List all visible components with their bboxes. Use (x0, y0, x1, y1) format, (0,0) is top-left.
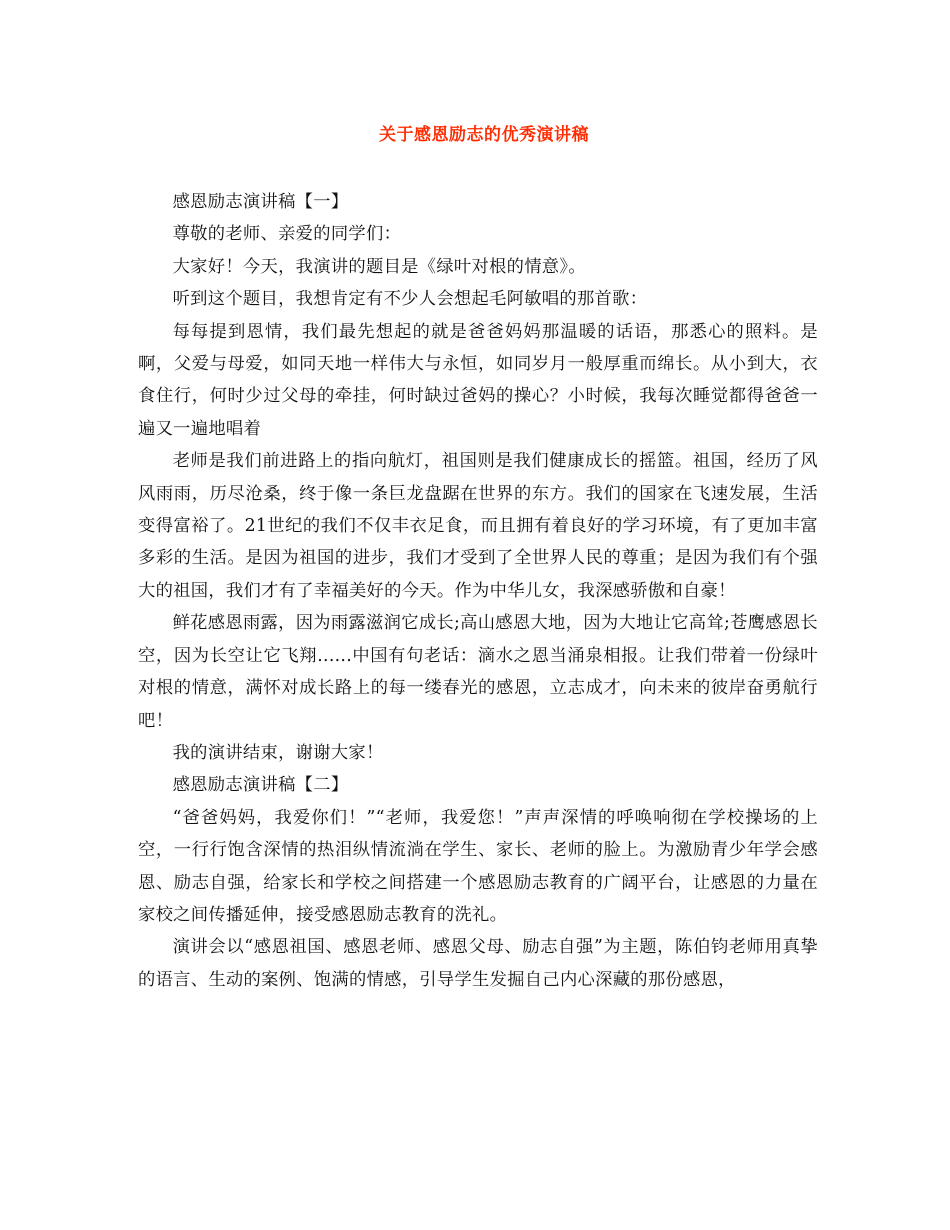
document-body (138, 186, 818, 996)
section-heading-one: 感恩励志演讲稿【一】 (172, 192, 349, 212)
event-paragraph: “爸爸妈妈，我爱你们！”“老师，我爱您！”声声深情的呼唤响彻在学校操场的上空，一行行饱含深情的热泪纵情流淌在学生、家长、老师的脸上。为激励青少年学会感恩、励志自强，给家长和学校之间搭建一个感恩励志教育的广阔平台，让感恩的力量在家校之间传播延伸，接受感恩励志教育的洗礼。 (138, 807, 818, 925)
salutation: 尊敬的老师、亲爱的同学们： (172, 224, 402, 245)
topic-paragraph: 听到这个题目，我想肯定有不少人会想起毛阿敏唱的那首歌： (172, 289, 648, 310)
parents-paragraph: 每每提到恩情，我们最先想起的就是爸爸妈妈那温暖的话语，那悉心的照料。是啊，父爱与母爱，如同天地一样伟大与永恒，如同岁月一般厚重而绵长。从小到大，衣食住行，何时少过父母的牵挂，何时缺过爸妈的操心？小时候，我每次睡觉都得爸爸一遍又一遍地唱着 (138, 321, 818, 439)
gratitude-paragraph: 鲜花感恩雨露，因为雨露滋润它成长;高山感恩大地，因为大地让它高耸;苍鹰感恩长空，因为长空让它飞翔......中国有句老话：滴水之恩当涌泉相报。让我们带着一份绿叶对根的情意，满怀对成长路上的每一缕春光的感恩，立志成才，向未来的彼岸奋勇航行吧！ (138, 613, 818, 731)
greeting-paragraph: 大家好！今天，我演讲的题目是《绿叶对根的情意》。 (172, 256, 586, 277)
closing-paragraph: 我的演讲结束，谢谢大家！ (172, 742, 384, 763)
document-title: 关于感恩励志的优秀演讲稿 (379, 125, 589, 145)
theme-paragraph: 演讲会以“感恩祖国、感恩老师、感恩父母、励志自强”为主题，陈伯钧老师用真挚的语言、生动的案例、饱满的情感，引导学生发掘自己内心深藏的那份感恩， (138, 937, 818, 990)
motherland-paragraph: 老师是我们前进路上的指向航灯，祖国则是我们健康成长的摇篮。祖国，经历了风风雨雨，历尽沧桑，终于像一条巨龙盘踞在世界的东方。我们的国家在飞速发展，生活变得富裕了。21世纪的我们不仅丰衣足食，而且拥有着良好的学习环境，有了更加丰富多彩的生活。是因为祖国的进步，我们才受到了全世界人民的尊重；是因为我们有个强大的祖国，我们才有了幸福美好的今天。作为中华儿女，我深感骄傲和自豪！ (138, 451, 818, 601)
section-heading-two: 感恩励志演讲稿【二】 (172, 775, 349, 796)
